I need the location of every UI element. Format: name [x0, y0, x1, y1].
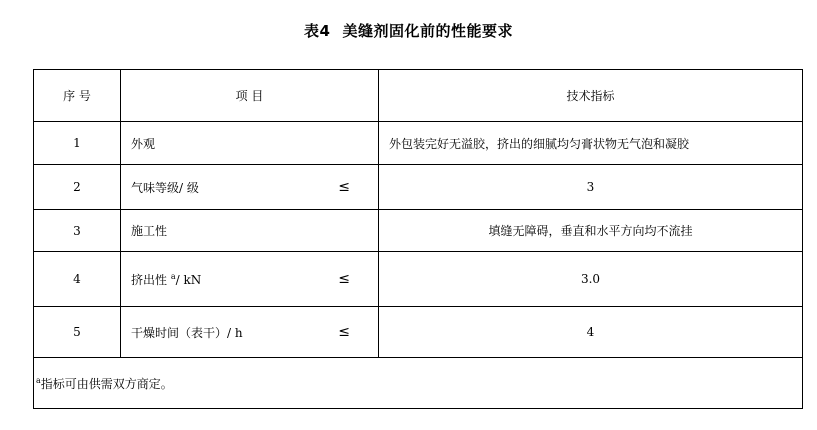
row-item	[121, 252, 379, 307]
row-item-label: 施工性	[131, 224, 168, 238]
row-item-label: 外观	[131, 136, 156, 151]
row-requirement: 3.0	[379, 252, 803, 307]
row-item	[121, 122, 379, 165]
row-requirement: 外包装完好无溢胶，挤出的细腻均匀膏状物无气泡和凝胶	[379, 122, 803, 165]
row-item-label: 干燥时间（表干）/ h	[131, 325, 243, 340]
requirements-table	[33, 69, 803, 409]
footnote	[34, 358, 803, 409]
table-row	[34, 165, 803, 210]
row-requirement: 3	[379, 165, 803, 210]
table-row	[34, 307, 803, 358]
footnote-marker: a	[36, 375, 41, 385]
row-requirement: 4	[379, 307, 803, 358]
comparator-symbol: ≤	[338, 179, 350, 195]
comparator-symbol: ≤	[338, 271, 350, 287]
row-no: 3	[34, 210, 121, 252]
row-no: 4	[34, 252, 121, 307]
header-no: 序 号	[34, 70, 121, 122]
footnote-row	[34, 358, 803, 409]
footnote-marker: a	[170, 271, 176, 281]
table-number: 表4	[304, 22, 331, 40]
row-no: 1	[34, 122, 121, 165]
row-item	[121, 210, 379, 252]
row-no: 2	[34, 165, 121, 210]
table-caption: 美缝剂固化前的性能要求	[342, 22, 513, 40]
row-item	[121, 307, 379, 358]
row-item-label: 挤出性 $^a$/ kN	[131, 271, 202, 287]
table-title	[0, 20, 817, 41]
table-row	[34, 122, 803, 165]
row-requirement: 填缝无障碍，垂直和水平方向均不流挂	[379, 210, 803, 252]
row-item-label: 气味等级/ 级	[131, 180, 199, 195]
footnote-text: 指标可由供需双方商定。	[40, 376, 173, 391]
row-no: 5	[34, 307, 121, 358]
comparator-symbol: ≤	[338, 324, 350, 340]
table-header-row	[34, 70, 803, 122]
table-row	[34, 252, 803, 307]
row-item	[121, 165, 379, 210]
header-item: 项 目	[121, 70, 379, 122]
table-row	[34, 210, 803, 252]
header-requirement: 技术指标	[379, 70, 803, 122]
